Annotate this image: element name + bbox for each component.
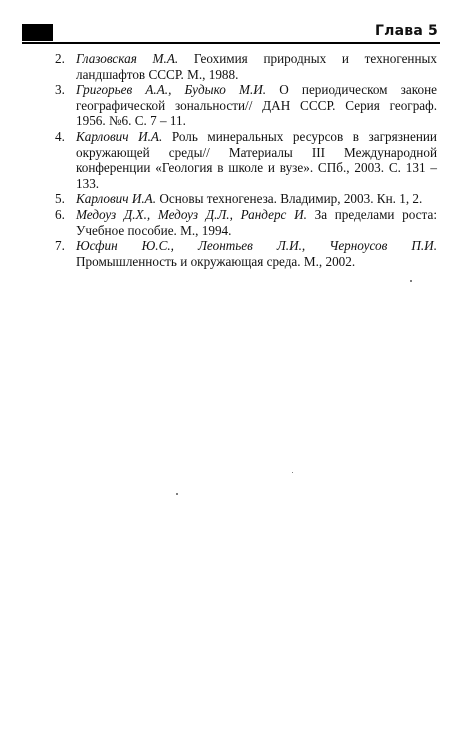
- header-rule: [22, 42, 440, 44]
- header-black-tab: [22, 24, 53, 41]
- reference-body: Роль минеральных ресурсов в загрязнении окружающей среды// Материалы III Международной конференции «Геология в школе и вузе». СПб., 2003. С. 131 – 133.: [76, 128, 437, 191]
- reference-author: Карлович И.А.: [76, 191, 157, 207]
- reference-list: [55, 51, 437, 269]
- reference-body: Промышленность и окружающая среда. М., 2002.: [76, 253, 356, 269]
- reference-text: [76, 129, 437, 191]
- reference-item: [55, 207, 437, 238]
- reference-number: 7.: [55, 238, 65, 254]
- scan-speck: [292, 472, 293, 473]
- reference-text: [76, 191, 437, 207]
- reference-text: [76, 238, 437, 269]
- reference-item: [55, 129, 437, 191]
- reference-number: 2.: [55, 51, 65, 66]
- chapter-title: Глава 5: [375, 23, 438, 39]
- reference-number: 5.: [55, 191, 65, 207]
- reference-item: [55, 51, 437, 82]
- reference-author: Медоуз Д.Х., Медоуз Д.Л., Рандерс И.: [76, 206, 307, 222]
- reference-number: 6.: [55, 206, 65, 222]
- reference-text: [76, 51, 437, 82]
- reference-author: Юсфин Ю.С., Леонтьев Л.И., Черноусов П.И.: [76, 238, 437, 254]
- reference-author: Карлович И.А.: [76, 128, 163, 144]
- reference-body: Основы техногенеза. Владимир, 2003. Кн. 1, 2.: [156, 191, 423, 207]
- reference-author: Глазовская М.А.: [76, 51, 179, 66]
- reference-item: [55, 191, 437, 207]
- reference-body: О периодическом законе географической зональности// ДАН СССР. Серия географ. 1956. №6. С. 7 – 11.: [76, 82, 437, 129]
- reference-text: [76, 82, 437, 129]
- reference-number: 3.: [55, 82, 65, 98]
- reference-body: Геохимия природных и техногенных ландшафтов СССР. М., 1988.: [76, 51, 437, 82]
- reference-item: [55, 238, 437, 269]
- reference-number: 4.: [55, 128, 65, 144]
- reference-body: За пределами роста: Учебное пособие. М., 1994.: [76, 206, 437, 238]
- reference-item: [55, 82, 437, 129]
- reference-author: Григорьев А.А., Будыко М.И.: [76, 82, 267, 98]
- scan-speck: [176, 493, 178, 495]
- running-header: [22, 22, 440, 42]
- reference-text: [76, 207, 437, 238]
- scan-speck: [410, 280, 412, 282]
